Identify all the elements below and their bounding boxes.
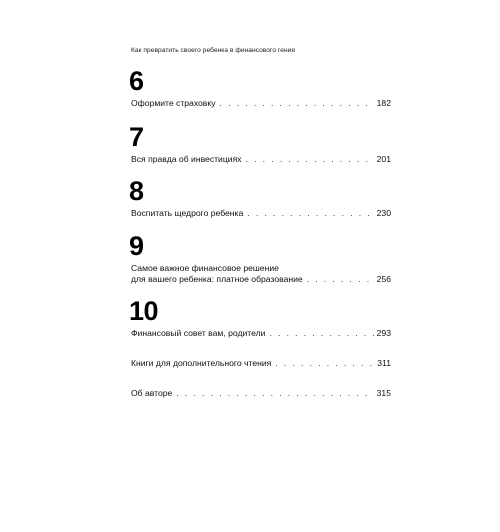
toc-entry-page: 315 — [376, 388, 391, 398]
toc-entry-title: Оформите страховку — [131, 98, 216, 108]
toc-entry-page: 230 — [376, 208, 391, 218]
dot-leader — [246, 154, 374, 165]
dot-leader — [220, 98, 374, 109]
toc-entry-title: Книги для дополнительного чтения — [131, 358, 272, 368]
toc-entry-title: Самое важное финансовое решение — [131, 263, 279, 273]
toc-entry-page: 293 — [376, 328, 391, 338]
toc-entry-page: 182 — [376, 98, 391, 108]
toc-entry-page: 311 — [377, 358, 391, 368]
dot-leader — [176, 388, 373, 399]
toc-entry — [131, 358, 391, 369]
dot-leader — [275, 358, 374, 369]
toc-entry-title: Финансовый совет вам, родители — [131, 328, 266, 338]
toc-entry-title: Вся правда об инвестициях — [131, 154, 242, 164]
toc-entry-page: 256 — [376, 274, 391, 284]
toc-entry — [131, 98, 391, 109]
chapter-number: 9 — [129, 231, 144, 261]
toc-entry — [131, 208, 391, 219]
toc-entry — [131, 328, 391, 339]
toc-entry — [131, 388, 391, 399]
dot-leader — [269, 328, 373, 339]
chapter-number: 7 — [129, 122, 144, 152]
toc-entry-title-continued: для вашего ребенка: платное образование — [131, 274, 303, 284]
dot-leader — [247, 208, 373, 219]
toc-entry — [131, 154, 391, 165]
chapter-number: 8 — [129, 176, 144, 206]
dot-leader — [307, 274, 374, 285]
toc-entry-title: Воспитать щедрого ребенка — [131, 208, 244, 218]
toc-entry-page: 201 — [376, 154, 391, 164]
toc-entry — [131, 263, 391, 285]
running-head: Как превратить своего ребенка в финансового гения — [131, 47, 295, 54]
toc-entry-title: Об авторе — [131, 388, 173, 398]
chapter-number: 10 — [129, 296, 159, 326]
chapter-number: 6 — [129, 66, 144, 96]
